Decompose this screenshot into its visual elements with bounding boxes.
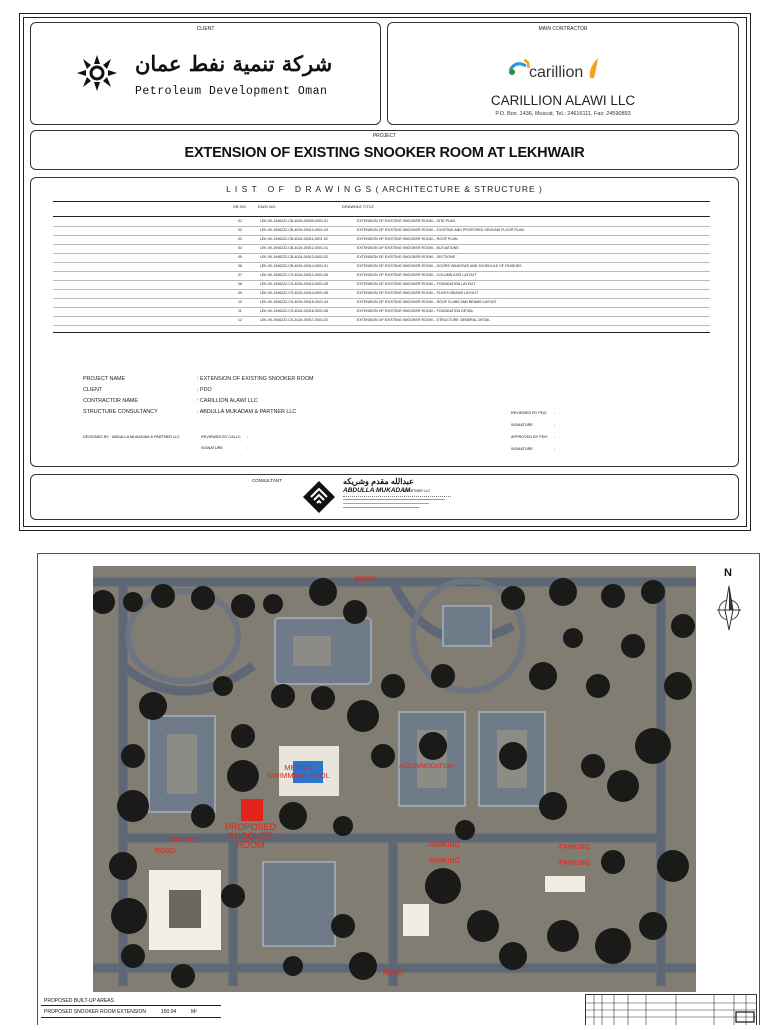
- label-proposed-line1: PROPOSED: [225, 822, 277, 832]
- label-parking-left: PARKING: [169, 837, 200, 844]
- reviewed-by-callc: REVIEWED BY CALLC: [201, 435, 241, 439]
- label-proposed: [225, 823, 276, 850]
- label-accommodation: ACCOMMODATION: [399, 764, 454, 770]
- drawing-row: [31, 218, 738, 226]
- drawing-title: EXTENSION OF EXISTING SNOOKER ROOM – ROOF SLABS AND BEAMS LAYOUT: [357, 300, 497, 304]
- carillion-mark-icon: [586, 56, 600, 80]
- pdo-logo-icon: [73, 53, 121, 93]
- table-header-rule: [53, 216, 710, 217]
- drawing-sr-no: 04: [238, 246, 242, 250]
- drawing-row: [31, 290, 738, 298]
- drawing-sr-no: 06: [238, 264, 242, 268]
- table-top-rule: [53, 201, 710, 202]
- drawing-number: LEK-90-1946222-CS-4024-00015-0001-04: [260, 300, 329, 304]
- label-parking-right2: PARKING: [559, 860, 590, 867]
- drawing-sr-no: 02: [238, 228, 242, 232]
- drawing-sr-no: 11: [238, 309, 242, 313]
- drawings-box: [30, 177, 739, 467]
- consultant-fine-print: [343, 496, 451, 513]
- drawing-number: LEK-90-1946222-CB-4024-00011-0001-02: [260, 237, 328, 241]
- drawing-number: LEK-90-1946222-CB-4024-00014-0001-01: [260, 264, 329, 268]
- drawing-title: EXTENSION OF EXISTING SNOOKER ROOM – PLINTH BEAMS LAYOUT: [357, 291, 479, 295]
- drawing-row: [31, 317, 738, 325]
- main-contractor-label: MAIN CONTRACTOR: [538, 26, 588, 32]
- north-arrow-icon: [714, 582, 744, 632]
- drawing-sr-no: 01: [238, 219, 242, 223]
- drawing-number: LEK-90-1946222-CB-4024-00012-0001-01: [260, 246, 329, 250]
- consultancy-label: STRUCTURE CONSULTANCY: [83, 409, 158, 415]
- pdo-review-signature-colon: :: [554, 423, 556, 427]
- drawing-title: EXTENSION OF EXISTING SNOOKER ROOM – FOUNDATION LAYOUT: [357, 282, 476, 286]
- title-block-grid: [585, 994, 757, 1025]
- drawing-sr-no: 03: [238, 237, 242, 241]
- area-heading: PROPOSED BUILT-UP AREAS: [44, 998, 114, 1004]
- aerial-site-map: [93, 566, 696, 992]
- drawing-row: [31, 245, 738, 253]
- col-title-header: DRAWING TITLE: [342, 205, 375, 209]
- carillion-swirl-icon: [504, 56, 532, 80]
- aerial-photo: [93, 566, 696, 992]
- drawings-rows: [31, 218, 738, 330]
- label-proposed-line2: SNOOKER: [228, 831, 274, 841]
- proposed-site-marker: [241, 799, 263, 821]
- drawing-row: [31, 272, 738, 280]
- drawing-number: LEK-90-1946222-CB-4024-00010-0001-03: [260, 228, 329, 232]
- client-name-label: CLIENT: [83, 387, 103, 393]
- client-english-name: Petroleum Development Oman: [135, 85, 328, 98]
- drawing-row-rule: [53, 325, 710, 326]
- project-title: EXTENSION OF EXISTING SNOOKER ROOM AT LEKHWAIR: [184, 145, 585, 161]
- consultant-box: [30, 474, 739, 520]
- contractor-name-label: CONTRACTOR NAME: [83, 398, 139, 404]
- consultant-arabic: عبدالله مقدم وشريكه: [343, 477, 414, 486]
- project-box: [30, 130, 739, 170]
- reviewed-by-pdo: REVIEWED BY PDO: [511, 411, 547, 415]
- drawing-sr-no: 08: [238, 282, 242, 286]
- drawing-sr-no: 09: [238, 291, 242, 295]
- area-item-unit: M²: [191, 1009, 197, 1015]
- drawing-row: [31, 263, 738, 271]
- reviewed-pdo-colon: :: [554, 411, 556, 415]
- drawing-number: LEK-90-1946222-CS-4024-00017-0001-02: [260, 318, 329, 322]
- drawing-number: LEK-90-1946222-CS-4024-00016-0001-05: [260, 309, 329, 313]
- carillion-logo-text: carillion: [529, 64, 584, 81]
- consultant-name: ABDULLA MUKADAM: [343, 487, 411, 494]
- drawing-title: EXTENSION OF EXISTING SNOOKER ROOM – FOUNDATION DETAIL: [357, 309, 474, 313]
- drawing-title: EXTENSION OF EXISTING SNOOKER ROOM – DOORS WINDOWS AND SCHEDULE OF FINISHES: [357, 264, 522, 268]
- label-parking-mid2: PARKING: [429, 858, 460, 865]
- drawings-heading: L I S T O F D R A W I N G S ( ARCHITECTURE & STRUCTURE ): [226, 184, 543, 194]
- contractor-name: CARILLION ALAWI LLC: [490, 93, 636, 108]
- drawing-number: LEK-90-1946222-CB-4024-00013-0001-02: [260, 255, 329, 259]
- callc-signature: SIGNATURE: [201, 446, 223, 450]
- drawing-number: LEK-90-1946222-CS-4024-00014-0001-05: [260, 291, 329, 295]
- label-pool-line: SWIMMING POOL: [267, 771, 330, 780]
- drawing-number: LEK-90-1946222-CS-4024-00013-0001-05: [260, 282, 329, 286]
- drawing-title: EXTENSION OF EXISTING SNOOKER ROOM – ELEVATIONS: [357, 246, 459, 250]
- project-label: PROJECT: [372, 133, 397, 139]
- drawing-sr-no: 07: [238, 273, 242, 277]
- client-box: [30, 22, 381, 125]
- callc-colon: :: [247, 435, 249, 439]
- consultant-suffix: & PARTNER LLC: [403, 489, 431, 493]
- area-item-label: PROPOSED SNOOKER ROOM EXTENSION: [44, 1009, 146, 1015]
- label-road-left: ROAD: [155, 848, 176, 855]
- drawing-number: LEK-90-1946222-CS-4024-00012-0001-05: [260, 273, 329, 277]
- table-bottom-rule: [53, 332, 710, 333]
- project-name-value: : EXTENSION OF EXISTING SNOOKER ROOM: [197, 376, 314, 382]
- consultant-label: CONSULTANT: [252, 478, 282, 483]
- drawing-title: EXTENSION OF EXISTING SNOOKER ROOM – SECTIONS: [357, 255, 456, 259]
- drawing-row: [31, 308, 738, 316]
- contractor-name-value: : CARILLION ALAWI LLC: [197, 398, 258, 404]
- client-name-value: : PDO: [197, 387, 212, 393]
- project-name-label: PROJECT NAME: [83, 376, 126, 382]
- drawing-sr-no: 05: [238, 255, 242, 259]
- drawing-row: [31, 227, 738, 235]
- label-mess-line: MESS &: [284, 763, 313, 772]
- approved-by-pdo: APPROVED BY PDO: [511, 435, 548, 439]
- drawing-sr-no: 12: [238, 318, 242, 322]
- consultancy-value: : ABDULLA MUKADAM & PARTNER LLC: [197, 409, 297, 415]
- contractor-box: [387, 22, 739, 125]
- col-sr-header: SR.NO.: [233, 205, 248, 209]
- approved-pdo-colon: :: [554, 435, 556, 439]
- pdo-approve-signature-colon: :: [554, 447, 556, 451]
- built-up-area-table: [41, 996, 221, 1024]
- drawing-title: EXTENSION OF EXISTING SNOOKER ROOM – EXISTING AND PROPOSED GROUND FLOOR PLAN: [357, 228, 524, 232]
- designed-by: DESIGNED BY : ABDULLA MUKADAM & PARTNER LLC: [83, 435, 180, 439]
- pdo-approve-signature: SIGNATURE: [511, 447, 533, 451]
- drawing-row: [31, 236, 738, 244]
- drawing-title: EXTENSION OF EXISTING SNOOKER ROOM – ROOF PLAN: [357, 237, 458, 241]
- callc-signature-colon: :: [247, 446, 249, 450]
- area-rule-1: [41, 1005, 221, 1006]
- client-arabic-name: شركة تنمية نفط عمان: [135, 51, 333, 76]
- consultant-logo-icon: [301, 479, 337, 515]
- drawing-row: [31, 254, 738, 262]
- contractor-address: P.O. Box. 1436, Muscat, Tel.: 24616111, Fax: 24590893: [495, 111, 631, 117]
- drawing-title: EXTENSION OF EXISTING SNOOKER ROOM – SITE PLAN: [357, 219, 456, 223]
- area-rule-2: [41, 1017, 221, 1018]
- drawing-number: LEK-90-1946222-CB-4024-00000-0001-01: [260, 219, 329, 223]
- client-label: CLIENT: [196, 26, 215, 32]
- label-proposed-line3: ROOM: [236, 840, 265, 850]
- label-road-bottom: ROAD: [383, 970, 404, 977]
- drawing-title: EXTENSION OF EXISTING SNOOKER ROOM – STRUCTURE GENERAL DETAIL: [357, 318, 491, 322]
- col-dwg-header: DWG.NO.: [258, 205, 277, 209]
- drawing-row: [31, 281, 738, 289]
- pdo-review-signature: SIGNATURE: [511, 423, 533, 427]
- label-road-top: ROAD: [355, 576, 376, 583]
- label-mess: [267, 764, 330, 780]
- drawing-title: EXTENSION OF EXISTING SNOOKER ROOM – COLUMN AXIS LAYOUT: [357, 273, 477, 277]
- title-block-lines: [586, 995, 756, 1025]
- label-parking-right1: PARKING: [559, 844, 590, 851]
- label-parking-mid1: PARKING: [429, 842, 460, 849]
- drawing-sr-no: 10: [238, 300, 242, 304]
- north-label: N: [724, 567, 732, 579]
- drawing-row: [31, 299, 738, 307]
- area-item-value: 150.04: [161, 1009, 177, 1015]
